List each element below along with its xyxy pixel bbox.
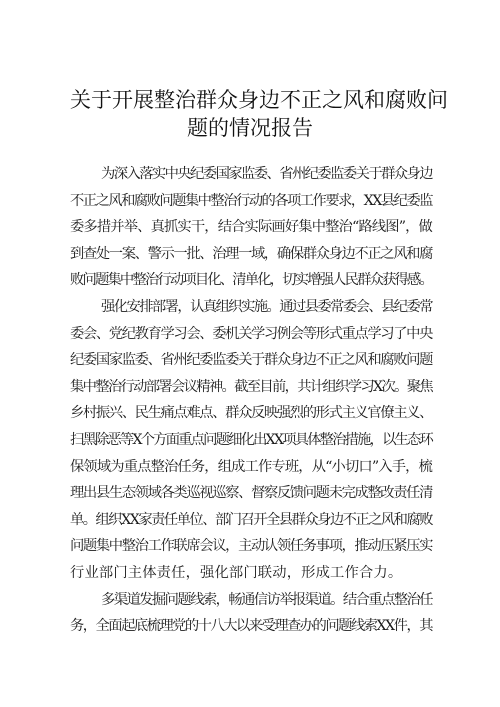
text-line: 多渠道发掘问题线索，畅通信访举报渠道。结合重点整治任 — [101, 591, 432, 608]
text-line: 不正之风和腐败问题集中整治行动的各项工作要求，XX县纪委监 — [70, 192, 432, 209]
text-line: 行业部门主体责任，强化部门联动，形成工作合力。 — [70, 564, 403, 581]
document-title — [70, 86, 448, 142]
paragraph-deployment — [70, 294, 432, 587]
text-line: 扫黑除恶等X个方面重点问题细化出XX项具体整治措施，以生态环 — [70, 431, 432, 448]
text-line: 到查处一案、警示一批、治理一域，确保群众身边不正之风和腐 — [70, 245, 432, 262]
document-body — [70, 161, 432, 640]
text-line: 败问题集中整治行动项目化、清单化，切实增强人民群众获得感。 — [70, 272, 432, 289]
title-line: 题的情况报告 — [187, 116, 313, 140]
text-line: 委会、党纪教育学习会、委机关学习例会等形式重点学习了中央 — [70, 325, 432, 342]
text-line: 委多措并举、真抓实干，结合实际画好集中整治“路线图”，做 — [70, 219, 432, 236]
text-line: 理出县生态领域各类巡视巡察、督察反馈问题未完成整改责任清 — [70, 485, 432, 502]
text-line: 集中整治行动部署会议精神。截至目前，共计组织学习X次。聚焦 — [70, 378, 432, 395]
text-line: 强化安排部署，认真组织实施。通过县委常委会、县纪委常 — [101, 298, 432, 315]
text-line: 单。组织XX家责任单位、部门召开全县群众身边不正之风和腐败 — [70, 511, 432, 528]
paragraph-intro — [70, 161, 432, 294]
text-line: 乡村振兴、民生痛点难点、群众反映强烈的形式主义官僚主义、 — [70, 405, 432, 422]
text-line: 保领域为重点整治任务，组成工作专班，从“小切口”入手，梳 — [70, 458, 432, 475]
paragraph-clues — [70, 587, 432, 640]
text-line: 纪委国家监委、省州纪委监委关于群众身边不正之风和腐败问题 — [70, 352, 432, 369]
text-line: 务，全面起底梳理党的十八大以来受理查办的问题线索XX件，其 — [70, 618, 432, 635]
title-line: 关于开展整治群众身边不正之风和腐败问 — [70, 88, 448, 112]
text-line: 为深入落实中央纪委国家监委、省州纪委监委关于群众身边 — [101, 166, 432, 182]
text-line: 问题集中整治工作联席会议，主动认领任务事项，推动压紧压实 — [70, 538, 432, 555]
